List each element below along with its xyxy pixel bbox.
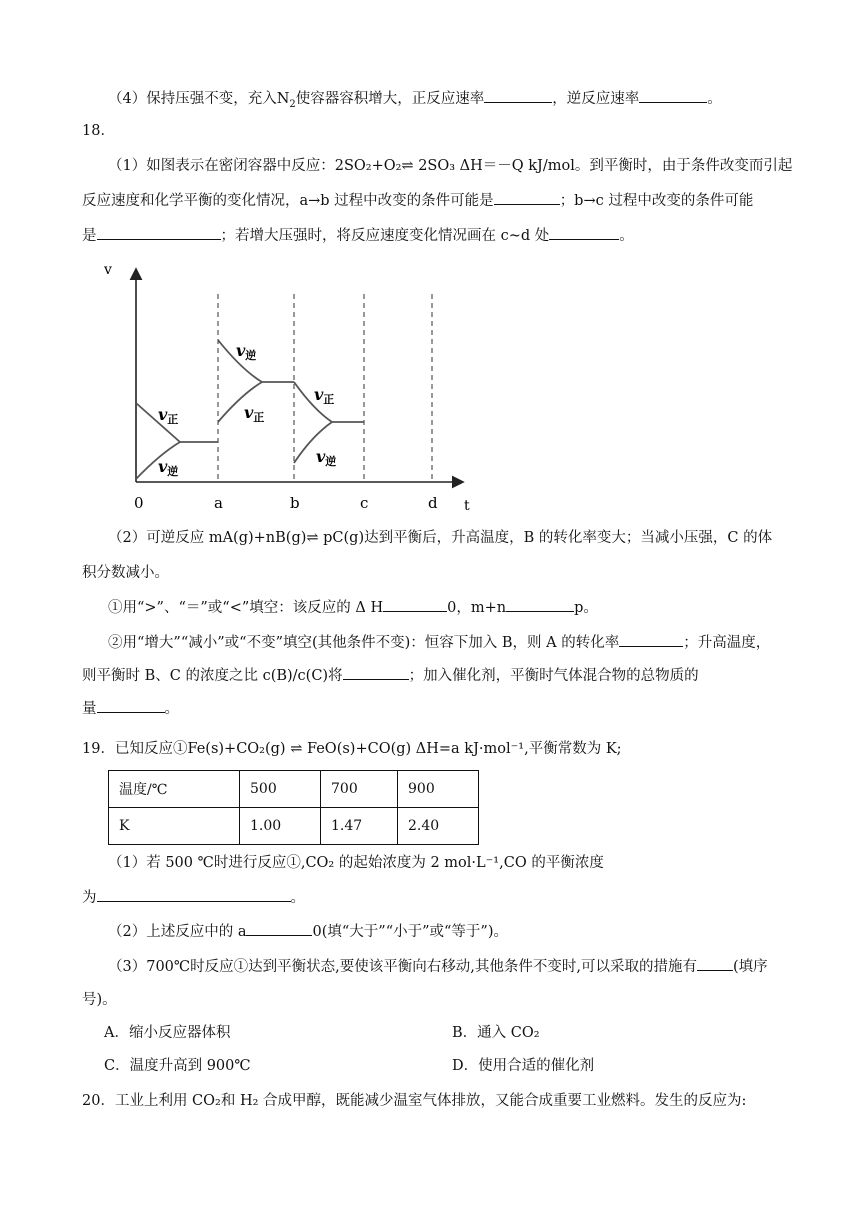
answer-blank[interactable] [97,887,291,902]
table-header-cell: 900 [398,771,479,808]
q19-p2-text: 0(填“大于”“小于”或“等于”)。 [312,924,508,940]
q17-text-b: 使容器容积增大，正反应速率 [295,91,485,107]
tick-a: a [214,494,223,512]
tick-c: c [360,494,369,512]
tick-d: d [428,494,438,512]
q18-s2-text: 则平衡时 B、C 的浓度之比 c(B)/c(C)将 [82,668,343,684]
q18-s2-line2 [82,665,810,687]
q18-p2-line1: （2）可逆反应 mA(g)+nB(g)⇌ pC(g)达到平衡后，升高温度，B 的转化率变大；当减小压强，C 的体 [108,530,773,546]
q17-text-d: 。 [707,91,722,107]
q18-p2-line2: 积分数减小。 [82,565,169,581]
q19-p3-text: (填序 [732,959,768,975]
q18-p1-text: ；若增大压强时，将反应速度变化情况画在 c~d 处 [220,228,550,244]
answer-blank[interactable] [639,88,707,103]
q18-s2-text: 量 [82,701,97,717]
table-row [109,771,479,808]
q18-s1-text: ①用“>”、“＝”或“<”填空：该反应的 Δ H [108,600,384,616]
answer-blank[interactable] [697,956,733,971]
q19-p2 [108,921,810,943]
q18-s2-text: ；加入催化剂，平衡时气体混合物的总物质的 [408,668,699,684]
y-axis-label: v [104,262,112,278]
answer-blank[interactable] [97,225,221,240]
table-cell: 2.40 [398,808,479,845]
answer-blank[interactable] [506,597,574,612]
rate-time-diagram [92,258,492,520]
tick-b: b [290,494,300,512]
table-header-cell: 500 [240,771,321,808]
t-axis-label: t [464,498,470,514]
q18-p1-line2 [82,190,810,212]
table-cell: 1.00 [240,808,321,845]
q20-text: 20．工业上利用 CO₂和 H₂ 合成甲醇，既能减少温室气体排放，又能合成重要工业燃料。发生的反应为: [82,1093,747,1109]
answer-blank[interactable] [619,632,683,647]
label-v-reverse-3: v逆 [316,447,337,468]
answer-blank[interactable] [343,665,409,680]
answer-blank[interactable] [549,225,619,240]
option-b[interactable]: B．通入 CO₂ [452,1025,540,1041]
table-header-cell: 700 [321,771,398,808]
q18-s2-text: ②用“增大”“减小”或“不变”填空(其他条件不变)：恒容下加入 B，则 A 的转化率 [108,635,620,651]
option-a[interactable]: A．缩小反应器体积 [104,1025,231,1041]
q19-p1-line1: （1）若 500 ℃时进行反应①,CO₂ 的起始浓度为 2 mol·L⁻¹,CO 的平衡浓度 [108,855,604,871]
q18-p1-line3 [82,225,810,247]
option-c[interactable]: C．温度升高到 900℃ [104,1058,251,1074]
q18-s2-text: 。 [164,701,179,717]
q19-p1-line2 [82,887,810,909]
q18-p1-text: 是 [82,228,97,244]
q19-p3-line1 [108,956,810,978]
answer-blank[interactable] [97,698,165,713]
q19-p3-text: （3）700℃时反应①达到平衡状态,要使该平衡向右移动,其他条件不变时,可以采取的措施有 [108,959,697,975]
q18-s2-text: ；升高温度， [683,635,771,651]
q17-sub: 2 [289,98,296,110]
option-d[interactable]: D．使用合适的催化剂 [452,1058,595,1074]
table-cell: K [109,808,240,845]
q18-s2-line1 [108,632,810,654]
answer-blank[interactable] [246,921,312,936]
answer-blank[interactable] [484,88,552,103]
label-v-forward-2: v正 [244,403,265,424]
q19-intro: 19．已知反应①Fe(s)+CO₂(g) ⇌ FeO(s)+CO(g) ΔH=a kJ·mol⁻¹,平衡常数为 K; [82,741,622,757]
q17-text-c: ，逆反应速率 [552,91,640,107]
q19-p1-text: 为 [82,890,97,906]
answer-blank[interactable] [494,190,560,205]
q19-p3-line2: 号)。 [82,992,117,1008]
q18-s1-text: p。 [574,600,598,616]
tick-0: 0 [134,494,144,512]
label-v-forward-1: v正 [158,405,179,426]
q19-p2-text: （2）上述反应中的 a [108,924,247,940]
q18-p1-text: 。 [619,228,634,244]
q18-s1 [108,597,810,619]
table-cell: 1.47 [321,808,398,845]
table-row [109,808,479,845]
equilibrium-constant-table [108,770,479,845]
q18-number: 18． [82,123,115,139]
q17-text-a: （4）保持压强不变，充入N [108,91,290,107]
label-v-reverse-2: v逆 [236,341,257,362]
q17-part4 [108,88,810,110]
table-header-cell: 温度/℃ [109,771,240,808]
q18-p1-line1: （1）如图表示在密闭容器中反应：2SO₂+O₂⇌ 2SO₃ ΔH＝－Q kJ/mol。到平衡时，由于条件改变而引起 [108,158,793,174]
answer-blank[interactable] [383,597,447,612]
q18-s2-line3 [82,698,810,720]
q18-p1-text: 反应速度和化学平衡的变化情况，a→b 过程中改变的条件可能是 [82,193,494,209]
label-v-forward-3: v正 [314,385,335,406]
q19-p1-text: 。 [290,890,305,906]
q18-s1-text: 0，m+n [447,600,507,616]
q18-p1-text: ；b→c 过程中改变的条件可能 [559,193,754,209]
label-v-reverse-1: v逆 [158,457,179,478]
